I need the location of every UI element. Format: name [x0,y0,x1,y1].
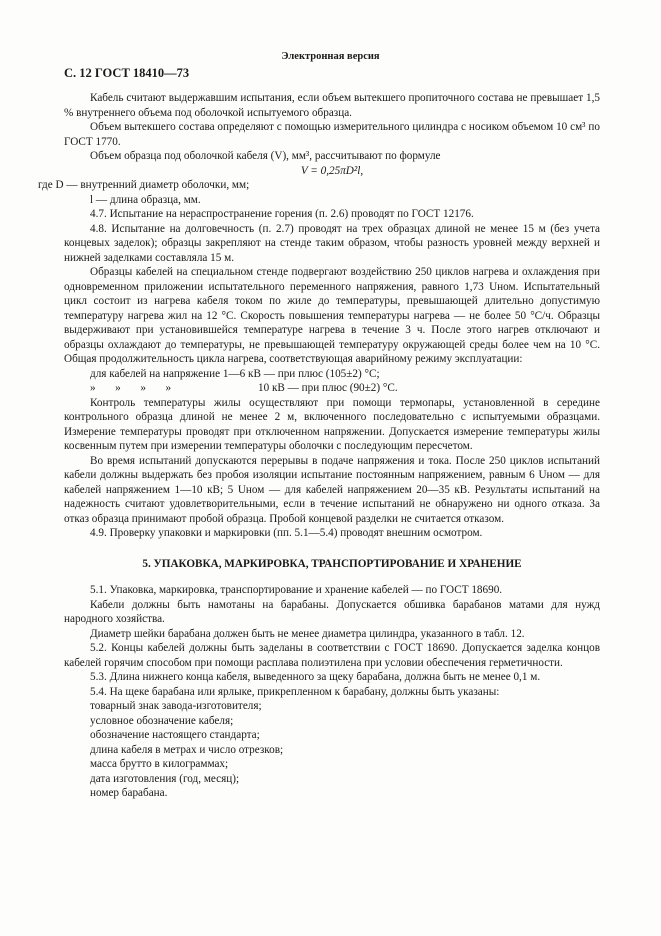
document-body [38,91,600,801]
section-5-title: 5. УПАКОВКА, МАРКИРОВКА, ТРАНСПОРТИРОВАНИЕ И ХРАНЕНИЕ [142,557,522,570]
list-item: обозначение настоящего стандарта; [90,729,260,741]
paragraph-4-8: 4.8. Испытание на долговечность (п. 2.7) проводят на трех образцах длиной не менее 15 м (без учета концевых заделок); образцы закрепляют на стенде таким образом, чтобы разность уровней между верхней и нижней заделками составляла 15 м. [64,222,600,264]
paragraph-5-2: 5.2. Концы кабелей должны быть заделаны в соответствии с ГОСТ 18690. Допускается заделка концов кабелей горячим способом при помощи расплава полиэтилена при условии обеспечения герметичности. [64,642,600,669]
paragraph-breaks: Во время испытаний допускаются перерывы в подаче напряжения и тока. После 250 циклов испытаний кабели должны выдержать без пробоя изоляции испытание постоянным напряжением, равным 6 Uном — для кабелей напряжением 1—10 кВ; 5 Uном — для кабелей напряжением 20—35 кВ. Результаты испытаний на надежность считают удовлетворительными, если в течение испытаний не обнаружено ни одного отказа. За отказ образца принимают пробой образца. Пробой концевой разделки не считается отказом. [64,454,600,525]
paragraph-diameter: Диаметр шейки барабана должен быть не менее диаметра цилиндра, указанного в табл. 12. [90,627,525,640]
paragraph-5-4: 5.4. На щеке барабана или ярлыке, прикрепленном к барабану, должны быть указаны: [90,685,500,698]
list-item: масса брутто в килограммах; [90,758,229,770]
ditto-marks: » » » » [90,382,172,394]
paragraph-p3: Объем образца под оболочкой кабеля (V), мм³, рассчитывают по формуле [90,150,441,162]
page-doc-reference: С. 12 ГОСТ 18410—73 [64,66,190,80]
line-10kv [64,381,600,396]
paragraph-5-3: 5.3. Длина нижнего конца кабеля, выведенного за щеку барабана, должна быть не менее 0,1 м. [90,671,541,683]
list-item: длина кабеля в метрах и число отрезков; [90,743,284,756]
paragraph-p2: Объем вытекшего состава определяют с помощью измерительного цилиндра с носиком объемом 10 см³ по ГОСТ 1770. [64,121,600,148]
paragraph-samples: Образцы кабелей на специальном стенде подвергают воздействию 250 циклов нагрева и охлаждения при одновременном приложении испытательного переменного напряжения, равного 1,73 Uном. Испытательный цикл состоит из нагрева кабеля током по жиле до температуры, превышающей длительно допустимую температуру нагрева жил на 12 °С. Скорость повышения температуры нагрева — не более 50 °С/ч. Образцы выдерживают при установившейся температуре нагрева в течение 3 ч. После этого нагрев отключают и образцы охлаждают до температуры, не превышающей температуру окружающей среды более чем на 10 °С. Общая продолжительность цикла нагрева, соответствующая аварийному режиму эксплуатации: [64,266,600,365]
list-item: дата изготовления (год, месяц); [90,772,240,785]
line-10kv-text: 10 кВ — при плюс (90±2) °С. [258,382,398,394]
where-line-2: l — длина образца, мм. [90,193,201,206]
line-1-6kv: для кабелей на напряжение 1—6 кВ — при плюс (105±2) °С; [90,367,380,380]
marking-list [64,699,600,801]
list-item: товарный знак завода-изготовителя; [90,700,262,712]
list-item: условное обозначение кабеля; [90,714,234,727]
formula: V = 0,25πD²l, [300,164,364,177]
version-header: Электронная версия [281,51,380,62]
list-item: номер барабана. [90,787,168,799]
paragraph-4-7: 4.7. Испытание на нераспространение горения (п. 2.6) проводят по ГОСТ 12176. [90,208,474,220]
paragraph-5-1: 5.1. Упаковка, маркировка, транспортирование и хранение кабелей — по ГОСТ 18690. [90,584,503,596]
paragraph-control: Контроль температуры жилы осуществляют при помощи термопары, установленной в середине контрольного образца длиной не менее 2 м, включенного последовательно с испытуемыми образцами. Измерение температуры проводят при отключенном напряжении. Допускается измерение температуры жилы косвенным путем при измерении температуры оболочки с последующим пересчетом. [64,396,600,452]
paragraph-4-9: 4.9. Проверку упаковки и маркировки (пп. 5.1—5.4) проводят внешним осмотром. [90,527,483,539]
where-line-1: где D — внутренний диаметр оболочки, мм; [38,179,250,191]
paragraph-p1: Кабель считают выдержавшим испытания, если объем вытекшего пропиточного состава не превышает 1,5 % внутреннего объема под оболочкой испытуемого образца. [64,92,600,119]
paragraph-drums: Кабели должны быть намотаны на барабаны. Допускается обшивка барабанов матами для нужд народного хозяйства. [64,598,600,625]
